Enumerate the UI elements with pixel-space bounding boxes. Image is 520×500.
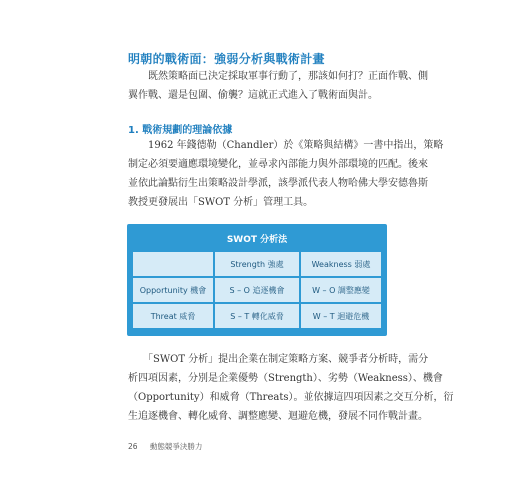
swot-explanation-paragraph bbox=[128, 350, 454, 426]
swot-cell-wo: W – O 調整應變 bbox=[301, 278, 381, 302]
swot-corner-cell bbox=[133, 252, 213, 276]
subsection-heading: 1. 戰術規劃的理論依據 bbox=[128, 125, 233, 136]
text-line: （Opportunity）和威脅（Threats）。並依據這四項因素之交互分析，衍 bbox=[128, 392, 454, 403]
page-number: 26 bbox=[128, 442, 138, 451]
theory-paragraph bbox=[128, 136, 444, 212]
swot-col-header-weakness: Weakness 弱處 bbox=[301, 252, 381, 276]
text-line: 「SWOT 分析」提出企業在制定策略方案、競爭者分析時，需分 bbox=[128, 354, 429, 365]
text-line: 並依此論點衍生出策略設計學派，該學派代表人物哈佛大學安德魯斯 bbox=[128, 178, 428, 189]
page-footer bbox=[128, 441, 202, 452]
text-line: 既然策略面已決定採取軍事行動了，那該如何打？正面作戰、側 bbox=[128, 71, 428, 82]
swot-col-header-strength: Strength 強處 bbox=[215, 252, 299, 276]
text-line: 教授更發展出「SWOT 分析」管理工具。 bbox=[128, 197, 314, 208]
swot-table-title: SWOT 分析法 bbox=[226, 235, 288, 245]
text-line: 生追逐機會、轉化威脅、調整應變、迴避危機，發展不同作戰計畫。 bbox=[128, 411, 428, 422]
text-line: 制定必須要適應環境變化，並尋求內部能力與外部環境的匹配。後來 bbox=[128, 159, 428, 170]
swot-cell-st: S – T 轉化威脅 bbox=[215, 304, 299, 328]
swot-row-header-threat: Threat 威脅 bbox=[133, 304, 213, 328]
swot-cell-so: S – O 追逐機會 bbox=[215, 278, 299, 302]
section-heading: 明朝的戰術面：強弱分析與戰術計畫 bbox=[128, 52, 325, 66]
swot-table bbox=[127, 224, 387, 336]
text-line: 1962 年錢德勒（Chandler）於《策略與結構》一書中指出，策略 bbox=[128, 140, 444, 151]
swot-row-header-opportunity: Opportunity 機會 bbox=[133, 278, 213, 302]
swot-cell-wt: W – T 迴避危機 bbox=[301, 304, 381, 328]
text-line: 翼作戰、還是包圍、偷襲？這就正式進入了戰術面與計。 bbox=[128, 90, 378, 101]
intro-paragraph bbox=[128, 67, 428, 105]
text-line: 析四項因素，分別是企業優勢（Strength）、劣勢（Weakness）、機會 bbox=[128, 373, 443, 384]
book-title: 動態競爭決勝力 bbox=[149, 442, 203, 451]
